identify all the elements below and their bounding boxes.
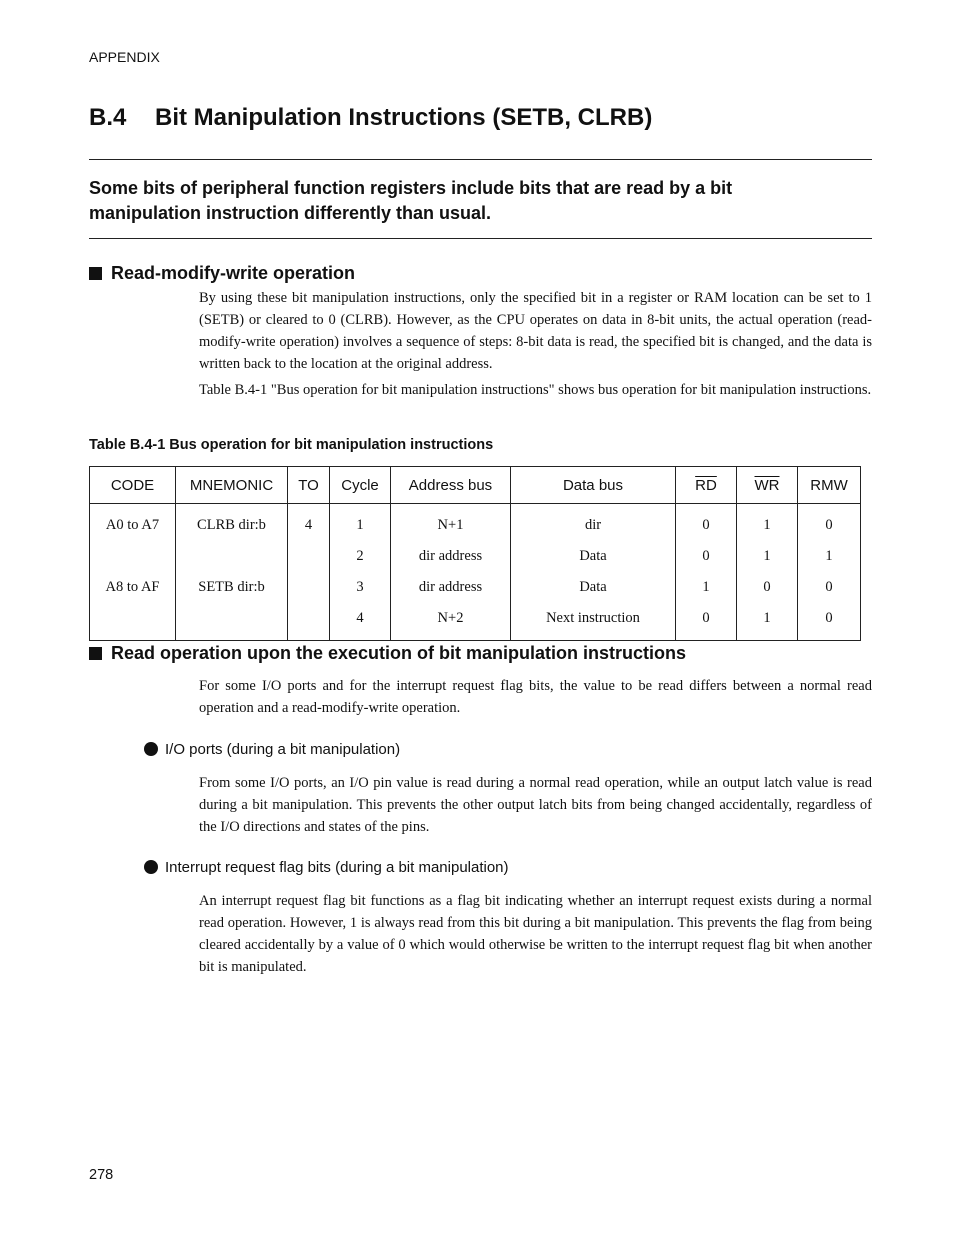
table-cell: [288, 541, 330, 572]
table-cell: dir address: [391, 572, 511, 603]
table-cell: 3: [330, 572, 391, 603]
table-cell: CLRB dir:b: [176, 504, 288, 542]
section-title: [89, 104, 652, 132]
table-caption: Table B.4-1 Bus operation for bit manipulation instructions: [89, 437, 494, 453]
table-cell: 0: [798, 603, 861, 641]
table-cell: dir address: [391, 541, 511, 572]
wr-label: $\overline{WR}$: [754, 476, 780, 494]
table-cell: N+1: [391, 504, 511, 542]
table-cell: 4: [288, 504, 330, 542]
table-row: [90, 541, 861, 572]
table-cell: dir: [511, 504, 676, 542]
table-cell: 0: [798, 504, 861, 542]
circle-bullet-icon: [144, 860, 158, 874]
io-ports-paragraph: From some I/O ports, an I/O pin value is read during a normal read operation, while an output latch value is read during a bit manipulation. This prevents the other output latch bits from being changed accidentally, regardless of the I/O directions and states of the pins.: [199, 775, 872, 835]
bus-operation-table: [89, 466, 861, 641]
table-cell: [90, 541, 176, 572]
square-bullet-icon: [89, 267, 102, 280]
col-header-rd: [676, 467, 737, 504]
table-cell: 0: [676, 504, 737, 542]
subheading-io-ports: [144, 741, 400, 758]
heading-text: Read-modify-write operation: [111, 263, 356, 283]
table-cell: 4: [330, 603, 391, 641]
section-summary: Some bits of peripheral function registers include bits that are read by a bit manipulation instruction differently than usual.: [89, 178, 733, 223]
heading-text: Read operation upon the execution of bit manipulation instructions: [111, 643, 687, 663]
table-cell: [176, 603, 288, 641]
col-header-data-bus: Data bus: [511, 467, 676, 504]
col-header-to: TO: [288, 467, 330, 504]
table-cell: 1: [798, 541, 861, 572]
table-cell: 0: [798, 572, 861, 603]
table-cell: 1: [330, 504, 391, 542]
table-cell: [288, 603, 330, 641]
section-title-text: Bit Manipulation Instructions (SETB, CLRB): [155, 104, 653, 131]
table-cell: 0: [676, 541, 737, 572]
table-cell: 1: [676, 572, 737, 603]
top-rule: [89, 159, 872, 160]
bottom-rule: [89, 238, 872, 239]
col-header-cycle: Cycle: [330, 467, 391, 504]
table-cell: 1: [737, 541, 798, 572]
heading-read-operation: [89, 643, 686, 664]
table-cell: Next instruction: [511, 603, 676, 641]
col-header-mnemonic: MNEMONIC: [176, 467, 288, 504]
rmw-paragraph-1: By using these bit manipulation instructions, only the specified bit in a register or RAM location can be set to 1 (SETB) or cleared to 0 (CLRB). However, as the CPU operates on data in 8-bit units, the actual operation (read-modify-write operation) involves a sequence of steps: 8-bit data is read, the specified bit is changed, and the data is written back to the location at the original address.: [199, 290, 872, 372]
section-number: B.4: [89, 104, 127, 131]
read-op-paragraph: For some I/O ports and for the interrupt request flag bits, the value to be read differs between a normal read operation and a read-modify-write operation.: [199, 678, 872, 716]
page-number: 278: [89, 1167, 114, 1183]
table-cell: [288, 572, 330, 603]
subheading-text: Interrupt request flag bits (during a bit manipulation): [165, 859, 509, 876]
table-cell: 1: [737, 603, 798, 641]
col-header-code: CODE: [90, 467, 176, 504]
square-bullet-icon: [89, 647, 102, 660]
running-head: APPENDIX: [89, 49, 160, 65]
table-cell: Data: [511, 572, 676, 603]
rmw-paragraph-2: Table B.4-1 "Bus operation for bit manipulation instructions" shows bus operation for bit manipulation instructions.: [199, 382, 872, 398]
rd-label: $\overline{RD}$: [695, 476, 717, 494]
table-cell: Data: [511, 541, 676, 572]
table-row: [90, 572, 861, 603]
col-header-wr: [737, 467, 798, 504]
table-cell: A8 to AF: [90, 572, 176, 603]
col-header-rmw: RMW: [798, 467, 861, 504]
interrupt-flags-paragraph: An interrupt request flag bit functions as a flag bit indicating whether an interrupt request exists during a normal read operation. However, 1 is always read from this bit during a bit manipulation. This prevents the flag from being cleared accidentally by a value of 0 which would otherwise be written to the interrupt request flag bit when another bit is manipulated.: [199, 893, 872, 975]
table-row: [90, 504, 861, 542]
table-cell: A0 to A7: [90, 504, 176, 542]
subheading-interrupt-flags: [144, 859, 509, 876]
table-cell: 1: [737, 504, 798, 542]
table-cell: [176, 541, 288, 572]
table-cell: N+2: [391, 603, 511, 641]
table-header-row: [90, 467, 861, 504]
table-cell: [90, 603, 176, 641]
heading-read-modify-write: [89, 263, 355, 284]
table-cell: SETB dir:b: [176, 572, 288, 603]
table-row: [90, 603, 861, 641]
table-cell: 0: [737, 572, 798, 603]
col-header-address-bus: Address bus: [391, 467, 511, 504]
table-cell: 2: [330, 541, 391, 572]
subheading-text: I/O ports (during a bit manipulation): [165, 741, 401, 758]
circle-bullet-icon: [144, 742, 158, 756]
table-cell: 0: [676, 603, 737, 641]
